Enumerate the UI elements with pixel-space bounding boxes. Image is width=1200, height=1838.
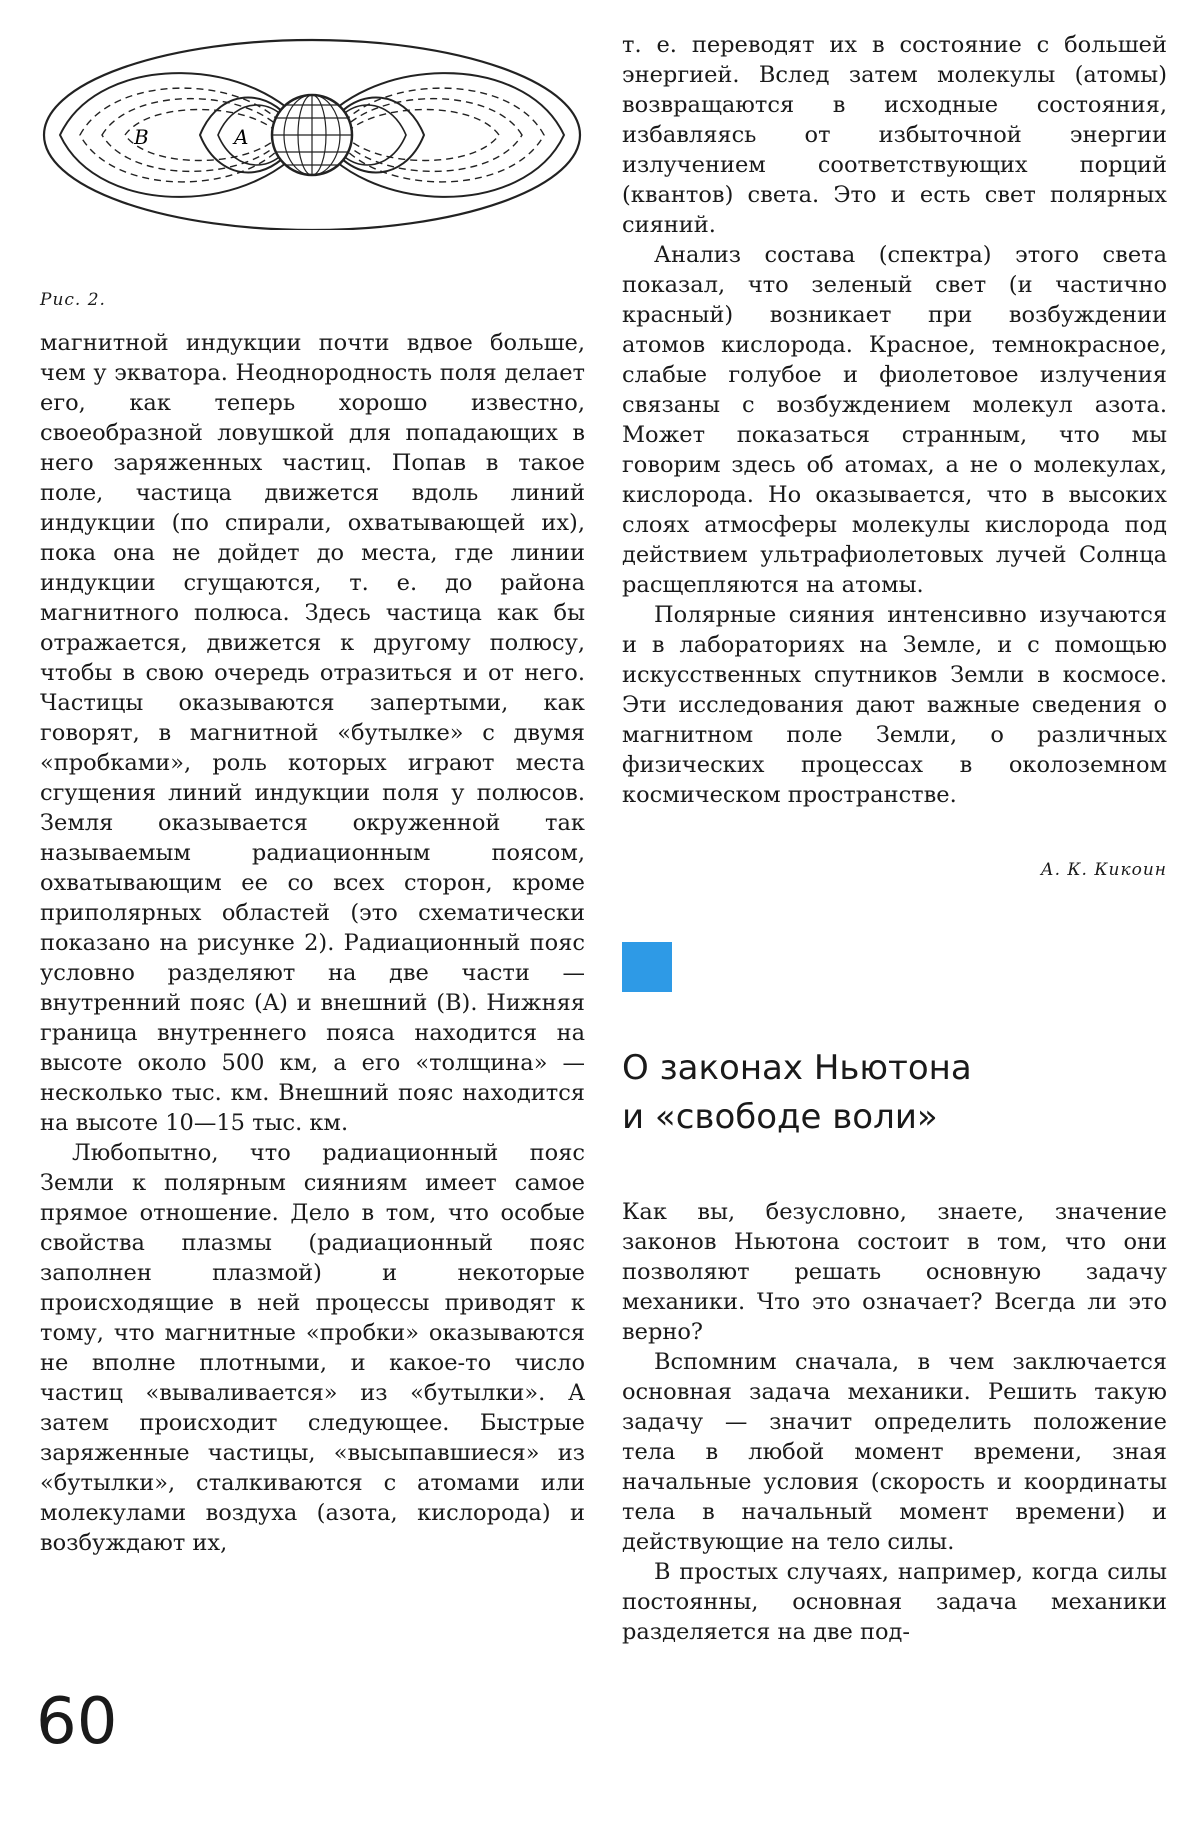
label-b: B xyxy=(134,125,149,149)
radiation-belt-diagram xyxy=(40,30,585,230)
left-column xyxy=(40,30,585,1558)
paragraph: В простых случаях, например, когда силы постоянны, основная задача механики разделяется на две под- xyxy=(622,1559,1167,1645)
section-marker xyxy=(622,942,672,992)
paragraph: т. е. переводят их в состояние с большей энергией. Вслед затем молекулы (атомы) возвращаются в исходные состояния, избавляясь от избыточной энергии излучением соответствующих порций (квантов) света. Это и есть свет полярных сияний. xyxy=(622,32,1167,238)
radiation-belt-figure xyxy=(40,30,585,270)
left-text xyxy=(40,328,585,1558)
paragraph: Анализ состава (спектра) этого света показал, что зеленый свет (и частично красный) возникает при возбуждении атомов кислорода. Красное, темнокрасное, слабые голубое и фиолетовое излучения связаны с возбуждением молекул азота. Может показаться странным, что мы говорим здесь об атомах, а не о молекулах, кислорода. Но оказывается, что в высоких слоях атмосферы молекулы кислорода под действием ультрафиолетовых лучей Солнца расщепляются на атомы. xyxy=(622,242,1167,598)
right-dashed-1 xyxy=(334,88,544,182)
article-text xyxy=(622,1197,1167,1647)
paragraph: магнитной индукции почти вдвое больше, чем у экватора. Неоднородность поля делает его, как теперь хорошо известно, своеобразной ловушкой для попадающих в него заряженных частиц. Попав в такое поле, частица движется вдоль линий индукции (по спирали, охватывающей их), пока она не дойдет до места, где линии индукции сгущаются, т. е. до района магнитного полюса. Здесь частица как бы отражается, движется к другому полюсу, чтобы в свою очередь отразиться и от него. Частицы оказываются запертыми, как говорят, в магнитной «бутылке» с двумя «пробками», роль которых играют места сгущения линий индукции поля у полюсов. Земля оказывается окруженной так называемым радиационным поясом, охватывающим ее со всех сторон, кроме приполярных областей (это схематически показано на рисунке 2). Радиационный пояс условно разделяют на две части — внутренний пояс (A) и внешний (B). Нижняя граница внутреннего пояса находится на высоте около 500 км, а его «толщина» — несколько тыс. км. Внешний пояс находится на высоте 10—15 тыс. км. xyxy=(40,330,585,1136)
right-column xyxy=(622,30,1167,1647)
right-text xyxy=(622,30,1167,810)
paragraph: Как вы, безусловно, знаете, значение законов Ньютона состоит в том, что они позволяют решать основную задачу механики. Что это означает? Всегда ли это верно? xyxy=(622,1199,1167,1345)
earth-globe xyxy=(272,95,352,175)
label-a: A xyxy=(234,125,249,149)
right-dashed-3 xyxy=(344,109,499,160)
figure-caption: Рис. 2. xyxy=(40,290,106,310)
left-dashed-1 xyxy=(80,88,290,182)
article-title-line-1: О законах Ньютона xyxy=(622,1048,972,1088)
author-signature: А. К. Кикоин xyxy=(1040,860,1167,880)
paragraph: Полярные сияния интенсивно изучаются и в лабораториях на Земле, и с помощью искусственных спутников Земли в космосе. Эти исследования дают важные сведения о магнитном поле Земли, о различных физических процессах в околоземном космическом пространстве. xyxy=(622,602,1167,808)
paragraph: Любопытно, что радиационный пояс Земли к полярным сияниям имеет самое прямое отношение. Дело в том, что особые свойства плазмы (радиационный пояс заполнен плазмой) и некоторые происходящие в ней процессы приводят к тому, что магнитные «пробки» оказываются не вполне плотными, и какое-то число частиц «вываливается» из «бутылки». А затем происходит следующее. Быстрые заряженные частицы, «высыпавшиеся» из «бутылки», сталкиваются с атомами или молекулами воздуха (азота, кислорода) и возбуждают их, xyxy=(40,1140,585,1556)
article-title xyxy=(622,1044,1167,1142)
article-title-line-2: и «свободе воли» xyxy=(622,1097,938,1137)
page-number: 60 xyxy=(36,1685,118,1759)
paragraph: Вспомним сначала, в чем заключается основная задача механики. Решить такую задачу — значит определить положение тела в любой момент времени, зная начальные условия (скорость и координаты тела в начальный момент времени) и действующие на тело силы. xyxy=(622,1349,1167,1555)
